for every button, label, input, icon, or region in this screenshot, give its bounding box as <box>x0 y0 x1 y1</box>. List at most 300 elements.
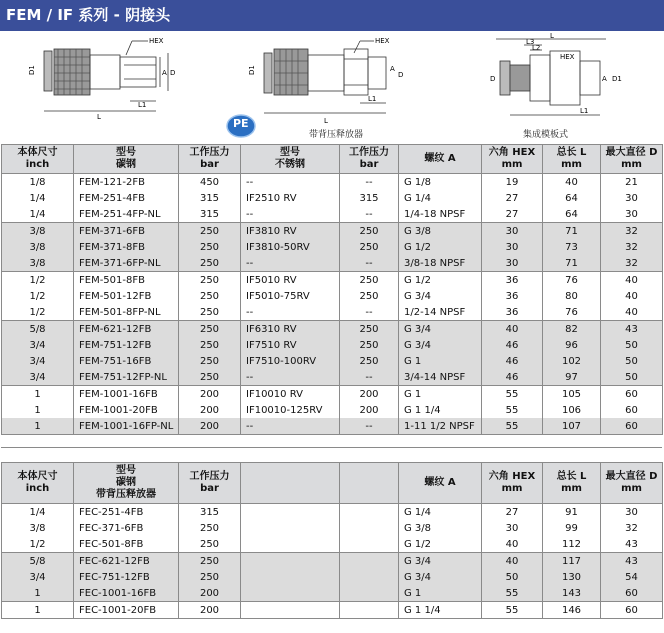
cell-hex: 46 <box>482 369 543 386</box>
cell-length-l: 102 <box>543 353 601 369</box>
cell-max-diameter-d: 32 <box>601 520 663 536</box>
cell-length-l: 105 <box>543 386 601 403</box>
cell-max-diameter-d: 60 <box>601 402 663 418</box>
label-d: D <box>170 69 176 77</box>
cell-pressure: 250 <box>179 288 241 304</box>
label-a: A <box>162 69 167 77</box>
cell-model-carbon-steel: FEC-371-6FB <box>74 520 179 536</box>
header-line: 型号 <box>116 147 136 158</box>
coupling-diagram-relief <box>240 31 420 141</box>
cell-model-carbon-steel: FEM-501-8FP-NL <box>74 304 179 321</box>
label-a-relief: A <box>390 65 395 73</box>
label-l1-relief: L1 <box>368 95 377 103</box>
table-row <box>2 585 663 602</box>
header-model-stainless <box>241 145 340 174</box>
header-pressure <box>179 145 241 174</box>
cell-length-l: 76 <box>543 304 601 321</box>
cell-length-l: 71 <box>543 255 601 272</box>
cell-pressure: 200 <box>179 402 241 418</box>
header-line: 碳钢 <box>116 477 136 488</box>
cell-model-carbon-steel: FEC-621-12FB <box>74 553 179 570</box>
cell-length-l: 112 <box>543 536 601 553</box>
cell-pressure: 250 <box>179 369 241 386</box>
cell-hex: 36 <box>482 304 543 321</box>
cell-pressure-stainless: 250 <box>340 321 399 338</box>
header-body-size <box>2 463 74 504</box>
cell-model-carbon-steel: FEC-251-4FB <box>74 504 179 521</box>
header-line: mm <box>621 159 642 170</box>
table-row <box>2 174 663 191</box>
cell-max-diameter-d: 43 <box>601 321 663 338</box>
label-a-integrated: A <box>602 75 607 83</box>
cell-model-stainless: -- <box>241 255 340 272</box>
cell-model-carbon-steel: FEM-371-6FB <box>74 223 179 240</box>
cell-pressure: 315 <box>179 190 241 206</box>
cell-hex: 40 <box>482 536 543 553</box>
table-header-row <box>2 463 663 504</box>
cell-pressure-stainless <box>340 602 399 619</box>
cell-body-size: 1/4 <box>2 190 74 206</box>
cell-length-l: 97 <box>543 369 601 386</box>
header-line: 不锈钢 <box>275 159 305 170</box>
cell-model-carbon-steel: FEM-371-8FB <box>74 239 179 255</box>
table-header-row <box>2 145 663 174</box>
cell-hex: 55 <box>482 602 543 619</box>
cell-model-carbon-steel: FEM-751-12FB <box>74 337 179 353</box>
label-d-relief: D <box>398 71 404 79</box>
cell-model-stainless <box>241 520 340 536</box>
cell-max-diameter-d: 54 <box>601 569 663 585</box>
cell-length-l: 82 <box>543 321 601 338</box>
label-l1: L1 <box>138 101 147 109</box>
cell-pressure: 250 <box>179 536 241 553</box>
cell-pressure-stainless: 200 <box>340 386 399 403</box>
table-separator <box>1 447 662 462</box>
cell-length-l: 73 <box>543 239 601 255</box>
cell-body-size: 3/4 <box>2 369 74 386</box>
cell-pressure-stainless <box>340 520 399 536</box>
cell-body-size: 3/8 <box>2 223 74 240</box>
header-length-l <box>543 145 601 174</box>
cell-body-size: 1/8 <box>2 174 74 191</box>
cell-length-l: 91 <box>543 504 601 521</box>
cell-thread-a: G 1/4 <box>399 190 482 206</box>
cell-pressure-stainless: 250 <box>340 353 399 369</box>
header-line: bar <box>359 159 379 170</box>
table-row <box>2 504 663 521</box>
cell-body-size: 3/8 <box>2 255 74 272</box>
table-row <box>2 272 663 289</box>
cell-hex: 46 <box>482 337 543 353</box>
cell-body-size: 5/8 <box>2 553 74 570</box>
label-l-relief: L <box>324 117 328 125</box>
caption-relief: 带背压释放器 <box>309 130 364 140</box>
cell-hex: 46 <box>482 353 543 369</box>
cell-hex: 55 <box>482 418 543 435</box>
cell-model-carbon-steel: FEM-371-6FP-NL <box>74 255 179 272</box>
cell-pressure: 250 <box>179 520 241 536</box>
header-model-carbon-steel <box>74 463 179 504</box>
cell-length-l: 76 <box>543 272 601 289</box>
cell-thread-a: G 1 <box>399 353 482 369</box>
table-row <box>2 369 663 386</box>
cell-model-carbon-steel: FEM-1001-16FB <box>74 386 179 403</box>
cell-model-stainless <box>241 602 340 619</box>
cell-max-diameter-d: 50 <box>601 369 663 386</box>
header-line: 六角 HEX <box>488 147 536 158</box>
cell-thread-a: G 3/4 <box>399 337 482 353</box>
cell-model-stainless: IF7510 RV <box>241 337 340 353</box>
cell-hex: 36 <box>482 272 543 289</box>
cell-pressure-stainless: 250 <box>340 288 399 304</box>
cell-pressure: 250 <box>179 321 241 338</box>
table-row <box>2 321 663 338</box>
cell-max-diameter-d: 60 <box>601 418 663 435</box>
cell-model-stainless: IF10010-125RV <box>241 402 340 418</box>
cell-model-carbon-steel: FEM-501-12FB <box>74 288 179 304</box>
cell-thread-a: 1/2-14 NPSF <box>399 304 482 321</box>
cell-pressure: 200 <box>179 602 241 619</box>
table-row <box>2 206 663 223</box>
cell-pressure: 250 <box>179 337 241 353</box>
cell-model-stainless: IF10010 RV <box>241 386 340 403</box>
cell-max-diameter-d: 40 <box>601 272 663 289</box>
cell-model-carbon-steel: FEM-1001-20FB <box>74 402 179 418</box>
cell-max-diameter-d: 32 <box>601 255 663 272</box>
cell-thread-a: G 1/8 <box>399 174 482 191</box>
cell-pressure: 200 <box>179 386 241 403</box>
cell-length-l: 99 <box>543 520 601 536</box>
cell-hex: 19 <box>482 174 543 191</box>
table-row <box>2 288 663 304</box>
cell-model-carbon-steel: FEC-1001-16FB <box>74 585 179 602</box>
cell-max-diameter-d: 32 <box>601 239 663 255</box>
cell-model-stainless: -- <box>241 418 340 435</box>
table-row <box>2 190 663 206</box>
cell-thread-a: 1-11 1/2 NPSF <box>399 418 482 435</box>
cell-model-carbon-steel: FEM-751-12FP-NL <box>74 369 179 386</box>
cell-pressure: 250 <box>179 304 241 321</box>
caption-integrated: 集成模板式 <box>523 130 569 140</box>
cell-length-l: 106 <box>543 402 601 418</box>
cell-pressure-stainless: 250 <box>340 272 399 289</box>
cell-length-l: 40 <box>543 174 601 191</box>
cell-length-l: 71 <box>543 223 601 240</box>
cell-pressure: 250 <box>179 255 241 272</box>
cell-body-size: 1 <box>2 585 74 602</box>
header-line: 总长 L <box>556 147 587 158</box>
cell-pressure: 250 <box>179 272 241 289</box>
cell-model-stainless: -- <box>241 174 340 191</box>
cell-model-carbon-steel: FEM-501-8FB <box>74 272 179 289</box>
cell-model-stainless: IF2510 RV <box>241 190 340 206</box>
label-l3: L3 <box>526 38 535 46</box>
cell-hex: 27 <box>482 206 543 223</box>
cell-body-size: 5/8 <box>2 321 74 338</box>
cell-hex: 40 <box>482 553 543 570</box>
page-title: FEM / IF 系列 - 阴接头 <box>0 0 664 31</box>
header-line: mm <box>561 483 582 494</box>
header-line: 本体尺寸 <box>17 147 58 158</box>
table-row <box>2 255 663 272</box>
header-line: 六角 HEX <box>488 471 536 482</box>
cell-thread-a: 3/4-14 NPSF <box>399 369 482 386</box>
label-l-integrated: L <box>550 32 554 40</box>
header-line: 总长 L <box>556 471 587 482</box>
cell-pressure-stainless: -- <box>340 206 399 223</box>
header-pressure-stainless <box>340 145 399 174</box>
cell-pressure: 250 <box>179 569 241 585</box>
cell-thread-a: G 3/8 <box>399 520 482 536</box>
cell-hex: 50 <box>482 569 543 585</box>
cell-thread-a: G 1 1/4 <box>399 602 482 619</box>
label-l2: L2 <box>532 44 541 52</box>
header-max-diameter-d <box>601 145 663 174</box>
cell-pressure-stainless: 200 <box>340 402 399 418</box>
cell-model-stainless <box>241 504 340 521</box>
cell-max-diameter-d: 50 <box>601 353 663 369</box>
table-row <box>2 569 663 585</box>
cell-pressure: 200 <box>179 418 241 435</box>
cell-max-diameter-d: 30 <box>601 206 663 223</box>
cell-model-carbon-steel: FEC-1001-20FB <box>74 602 179 619</box>
cell-length-l: 117 <box>543 553 601 570</box>
cell-length-l: 143 <box>543 585 601 602</box>
cell-length-l: 64 <box>543 206 601 223</box>
cell-max-diameter-d: 43 <box>601 536 663 553</box>
header-length-l <box>543 463 601 504</box>
cell-model-carbon-steel: FEM-251-4FB <box>74 190 179 206</box>
cell-body-size: 3/4 <box>2 337 74 353</box>
header-line: 工作压力 <box>189 471 230 482</box>
cell-thread-a: G 1 1/4 <box>399 402 482 418</box>
table-row <box>2 304 663 321</box>
label-d-integrated: D <box>490 75 496 83</box>
cell-max-diameter-d: 32 <box>601 223 663 240</box>
table-row <box>2 402 663 418</box>
cell-body-size: 1/4 <box>2 504 74 521</box>
cell-thread-a: G 3/4 <box>399 321 482 338</box>
label-d1: D1 <box>28 65 36 75</box>
header-line: mm <box>561 159 582 170</box>
label-l1-integrated: L1 <box>580 107 589 115</box>
header-thread-a <box>399 145 482 174</box>
cell-model-carbon-steel: FEC-751-12FB <box>74 569 179 585</box>
header-line: bar <box>200 483 219 494</box>
cell-length-l: 80 <box>543 288 601 304</box>
cell-model-stainless <box>241 553 340 570</box>
cell-max-diameter-d: 21 <box>601 174 663 191</box>
cell-pressure: 315 <box>179 504 241 521</box>
cell-pressure: 250 <box>179 239 241 255</box>
table-row <box>2 536 663 553</box>
cell-thread-a: G 3/4 <box>399 553 482 570</box>
cell-max-diameter-d: 60 <box>601 602 663 619</box>
label-hex: HEX <box>149 37 164 45</box>
header-hex <box>482 145 543 174</box>
cell-pressure-stainless: -- <box>340 255 399 272</box>
table-row <box>2 553 663 570</box>
coupling-diagram-standard <box>20 31 200 141</box>
header-thread-a <box>399 463 482 504</box>
cell-max-diameter-d: 40 <box>601 304 663 321</box>
cell-pressure: 250 <box>179 553 241 570</box>
cell-model-carbon-steel: FEM-621-12FB <box>74 321 179 338</box>
table-row <box>2 239 663 255</box>
cell-model-stainless: IF3810-50RV <box>241 239 340 255</box>
cell-model-carbon-steel: FEM-1001-16FP-NL <box>74 418 179 435</box>
label-hex-relief: HEX <box>375 37 390 45</box>
cell-body-size: 1 <box>2 602 74 619</box>
cell-pressure: 250 <box>179 353 241 369</box>
cell-thread-a: G 1/2 <box>399 239 482 255</box>
cell-pressure-stainless <box>340 536 399 553</box>
cell-thread-a: G 1/2 <box>399 536 482 553</box>
header-max-diameter-d <box>601 463 663 504</box>
cell-thread-a: 3/8-18 NPSF <box>399 255 482 272</box>
cell-pressure: 315 <box>179 206 241 223</box>
header-line: mm <box>501 159 523 170</box>
cell-pressure: 450 <box>179 174 241 191</box>
cell-pressure-stainless <box>340 569 399 585</box>
cell-thread-a: G 3/4 <box>399 288 482 304</box>
header-model-carbon-steel <box>74 145 179 174</box>
cell-model-stainless: -- <box>241 369 340 386</box>
cell-length-l: 107 <box>543 418 601 435</box>
cell-pressure: 250 <box>179 223 241 240</box>
cell-max-diameter-d: 43 <box>601 553 663 570</box>
cell-pressure: 200 <box>179 585 241 602</box>
cell-model-stainless: -- <box>241 304 340 321</box>
cell-hex: 30 <box>482 520 543 536</box>
cell-thread-a: G 3/8 <box>399 223 482 240</box>
header-line: 工作压力 <box>189 147 230 158</box>
header-line: mm <box>501 483 523 494</box>
header-line: 型号 <box>280 147 300 158</box>
cell-hex: 30 <box>482 223 543 240</box>
cell-model-stainless: IF6310 RV <box>241 321 340 338</box>
pe-badge-label: PE <box>233 117 249 130</box>
cell-thread-a: 1/4-18 NPSF <box>399 206 482 223</box>
cell-pressure-stainless: -- <box>340 304 399 321</box>
header-pressure-stainless <box>340 463 399 504</box>
cell-thread-a: G 3/4 <box>399 569 482 585</box>
cell-hex: 30 <box>482 255 543 272</box>
cell-max-diameter-d: 30 <box>601 504 663 521</box>
cell-thread-a: G 1 <box>399 386 482 403</box>
cell-hex: 40 <box>482 321 543 338</box>
cell-model-stainless: IF7510-100RV <box>241 353 340 369</box>
header-model-stainless <box>241 463 340 504</box>
cell-model-carbon-steel: FEM-251-4FP-NL <box>74 206 179 223</box>
cell-thread-a: G 1/4 <box>399 504 482 521</box>
cell-model-stainless: -- <box>241 206 340 223</box>
header-body-size <box>2 145 74 174</box>
table-row <box>2 337 663 353</box>
cell-length-l: 96 <box>543 337 601 353</box>
table-row <box>2 223 663 240</box>
cell-hex: 30 <box>482 239 543 255</box>
cell-model-stainless <box>241 585 340 602</box>
header-line: bar <box>200 159 219 170</box>
spec-table-fec <box>1 462 663 619</box>
cell-max-diameter-d: 60 <box>601 585 663 602</box>
cell-max-diameter-d: 30 <box>601 190 663 206</box>
header-line: 最大直径 D <box>605 471 658 482</box>
cell-body-size: 1 <box>2 418 74 435</box>
cell-pressure-stainless <box>340 585 399 602</box>
header-line: 工作压力 <box>349 147 389 158</box>
header-line: 螺纹 A <box>424 153 456 164</box>
cell-model-stainless <box>241 569 340 585</box>
cell-pressure-stainless: -- <box>340 418 399 435</box>
header-line: 带背压释放器 <box>96 489 156 500</box>
cell-body-size: 1/2 <box>2 288 74 304</box>
header-hex <box>482 463 543 504</box>
cell-body-size: 1/4 <box>2 206 74 223</box>
cell-hex: 36 <box>482 288 543 304</box>
header-line: mm <box>621 483 642 494</box>
header-line: inch <box>25 159 50 170</box>
diagram-area <box>0 31 664 144</box>
cell-hex: 55 <box>482 402 543 418</box>
cell-model-carbon-steel: FEM-751-16FB <box>74 353 179 369</box>
cell-hex: 55 <box>482 585 543 602</box>
table-row <box>2 520 663 536</box>
cell-body-size: 3/4 <box>2 353 74 369</box>
cell-body-size: 1/2 <box>2 304 74 321</box>
cell-body-size: 3/4 <box>2 569 74 585</box>
cell-model-carbon-steel: FEC-501-8FB <box>74 536 179 553</box>
header-line: inch <box>25 483 50 494</box>
cell-model-stainless <box>241 536 340 553</box>
cell-model-stainless: IF3810 RV <box>241 223 340 240</box>
header-line: 最大直径 D <box>605 147 658 158</box>
cell-max-diameter-d: 60 <box>601 386 663 403</box>
cell-pressure-stainless: 315 <box>340 190 399 206</box>
label-d1-relief: D1 <box>248 65 256 75</box>
cell-hex: 27 <box>482 190 543 206</box>
table-row <box>2 386 663 403</box>
cell-body-size: 1 <box>2 386 74 403</box>
cell-body-size: 3/8 <box>2 239 74 255</box>
cell-max-diameter-d: 50 <box>601 337 663 353</box>
cell-max-diameter-d: 40 <box>601 288 663 304</box>
cell-body-size: 1 <box>2 402 74 418</box>
cell-thread-a: G 1/2 <box>399 272 482 289</box>
header-line: 本体尺寸 <box>17 471 58 482</box>
cell-pressure-stainless: -- <box>340 174 399 191</box>
cell-body-size: 3/8 <box>2 520 74 536</box>
cell-body-size: 1/2 <box>2 272 74 289</box>
table-row <box>2 602 663 619</box>
cell-length-l: 130 <box>543 569 601 585</box>
label-hex-integrated: HEX <box>560 53 575 61</box>
header-line: 型号 <box>116 465 136 476</box>
label-d1-integrated: D1 <box>612 75 622 83</box>
cell-length-l: 146 <box>543 602 601 619</box>
cell-hex: 55 <box>482 386 543 403</box>
coupling-diagram-integrated <box>480 31 630 131</box>
cell-pressure-stainless <box>340 553 399 570</box>
header-pressure <box>179 463 241 504</box>
spec-table-fem <box>1 144 663 435</box>
cell-model-carbon-steel: FEM-121-2FB <box>74 174 179 191</box>
cell-model-stainless: IF5010 RV <box>241 272 340 289</box>
cell-pressure-stainless: -- <box>340 369 399 386</box>
cell-model-stainless: IF5010-75RV <box>241 288 340 304</box>
cell-body-size: 1/2 <box>2 536 74 553</box>
